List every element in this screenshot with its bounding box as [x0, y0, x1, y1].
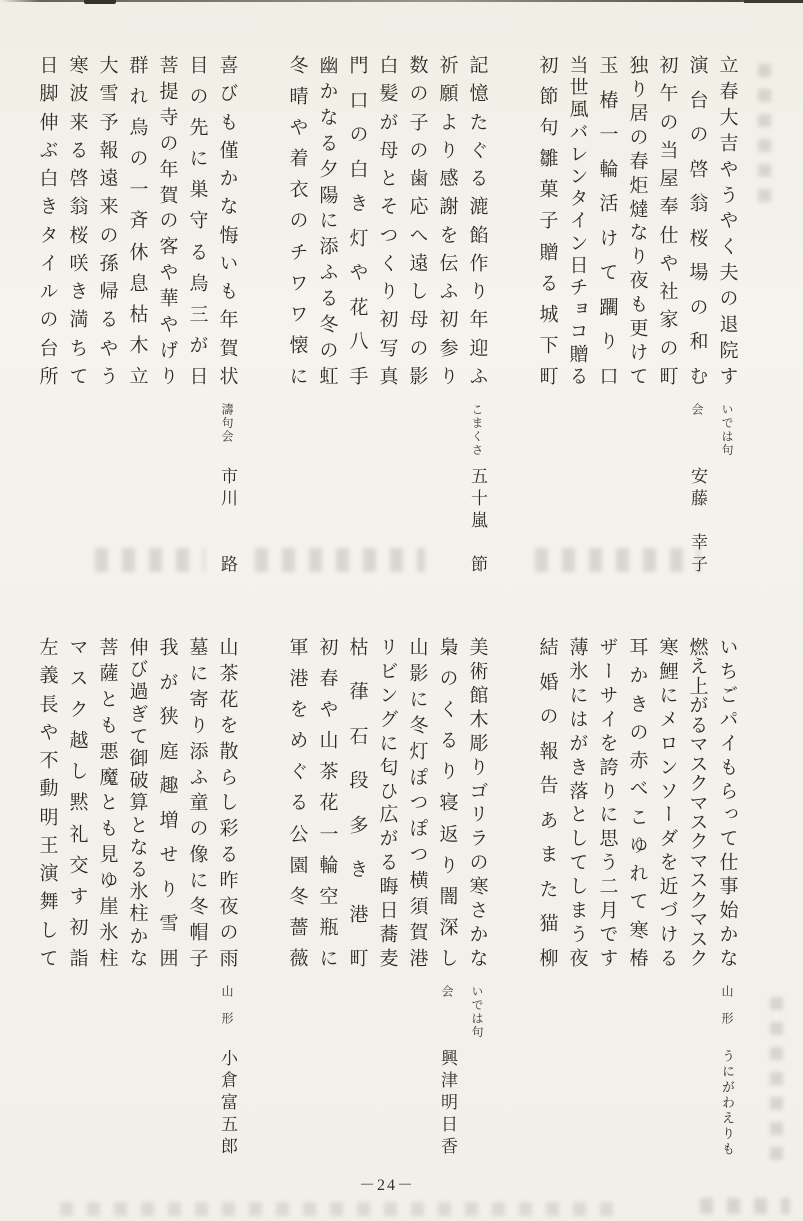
- author-column: [462, 403, 492, 603]
- poem-column: 大 雪 予 報 遠 来 の 孫 帰 る や う: [96, 55, 118, 385]
- author-name: 市川 路: [218, 467, 237, 577]
- poem-column: 軍 港 を め ぐ る 公 園 冬 薔 薇: [286, 637, 308, 967]
- poem-column: マ ス ク 越 し 黙 礼 交 す 初 詣: [66, 637, 88, 967]
- poem-column: 祈 願 よ り 感 謝 を 伝 ふ 初 参 り: [436, 55, 458, 385]
- haiku-group-ichikawa: [32, 55, 242, 603]
- poem-column: 数 の 子 の 歯 応 へ 遠 し 母 の 影: [406, 55, 428, 385]
- haiku-section-top: [32, 55, 742, 603]
- poem-column: 寒 鯉 に メ ロ ン ソ ー ダ を 近 づ け る: [656, 637, 678, 967]
- poem-column: 演 台 の 啓 翁 桜 場 の 和 む: [686, 55, 708, 385]
- poem-columns: [532, 55, 742, 385]
- author-name: うにがわえりも: [720, 1049, 735, 1158]
- poem-column: い ち ご パ イ も ら っ て 仕 事 始 か な: [716, 637, 738, 967]
- society-name: こまくさ: [470, 403, 484, 457]
- poem-column: 燃 え 上 が る マ ス ク マ ス ク マ ス ク マ ス ク: [686, 637, 708, 967]
- poem-column: 枯 葎 石 段 多 き 港 町: [346, 637, 368, 967]
- poem-columns: [282, 55, 492, 385]
- poem-column: 群 れ 烏 の 一 斉 休 息 枯 木 立: [126, 55, 148, 385]
- poem-column: 寒 波 来 る 啓 翁 桜 咲 き 満 ち て: [66, 55, 88, 385]
- author-column: [212, 403, 242, 603]
- society-name: 山 形: [220, 985, 234, 1026]
- poem-column: 冬 晴 や 着 衣 の チ ワ ワ 懐 に: [286, 55, 308, 385]
- society-name: いでは句会: [690, 403, 734, 457]
- poem-column: 美 術 館 木 彫 り ゴ リ ラ の 寒 さ か な: [466, 637, 488, 967]
- page-number: －24－: [358, 1177, 415, 1194]
- author-attribution: [282, 385, 492, 603]
- author-column: [438, 985, 492, 1185]
- bleedthrough-artifact: [770, 995, 783, 1160]
- author-column: [712, 985, 742, 1185]
- poem-column: 薄 氷 に は が き 落 と し て し ま う 夜: [566, 637, 588, 967]
- poem-column: 日 脚 伸 ぶ 白 き タ イ ル の 台 所: [36, 55, 58, 385]
- poem-column: 山 茶 花 を 散 ら し 彩 る 昨 夜 の 雨: [216, 637, 238, 967]
- poem-column: 当 世 風 バ レ ン タ イ ン 日 チ ョ コ 贈 る: [566, 55, 588, 385]
- author-column: [688, 403, 742, 603]
- scan-edge-artifact: [84, 0, 116, 4]
- haiku-group-unigawa: [532, 637, 742, 1185]
- author-name: 小倉富五郎: [218, 1049, 237, 1159]
- poem-column: 我 が 狭 庭 趣 増 せ り 雪 囲: [156, 637, 178, 967]
- haiku-group-igarashi: [282, 55, 492, 603]
- poem-column: 伸 び 過 ぎ て 御 破 算 と な る 氷 柱 か な: [126, 637, 148, 967]
- bleedthrough-artifact: [700, 1198, 790, 1214]
- author-column: [212, 985, 242, 1185]
- society-name: 山 形: [720, 985, 734, 1026]
- author-name: 興津明日香: [438, 1049, 457, 1159]
- poem-column: 目 の 先 に 巣 守 る 烏 三 が 日: [186, 55, 208, 385]
- poem-column: ザ ー サ イ を 誇 り に 思 う 二 月 で す: [596, 637, 618, 967]
- poem-column: 記 憶 た ぐ る 漉 餡 作 り 年 迎 ふ: [466, 55, 488, 385]
- bleedthrough-artifact: [758, 62, 771, 202]
- poem-column: 菩 薩 と も 悪 魔 と も 見 ゆ 崖 氷 柱: [96, 637, 118, 967]
- poem-column: 左 義 長 や 不 動 明 王 演 舞 し て: [36, 637, 58, 967]
- poem-column: 初 節 句 雛 菓 子 贈 る 城 下 町: [536, 55, 558, 385]
- poem-column: リ ビ ン グ に 匂 ひ 広 が る 晦 日 蕎 麦: [376, 637, 398, 967]
- bleedthrough-artifact: [60, 1202, 620, 1216]
- society-name: 濤句会: [220, 403, 234, 444]
- poem-column: 初 春 や 山 茶 花 一 輪 空 瓶 に: [316, 637, 338, 967]
- poem-column: 山 影 に 冬 灯 ぽ つ ぽ つ 横 須 賀 港: [406, 637, 428, 967]
- poem-column: 幽 か な る 夕 陽 に 添 ふ る 冬 の 虹: [316, 55, 338, 385]
- poem-column: 結 婚 の 報 告 あ ま た 猫 柳: [536, 637, 558, 967]
- poem-columns: [282, 637, 492, 967]
- poem-column: 初 午 の 当 屋 奉 仕 や 社 家 の 町: [656, 55, 678, 385]
- poem-column: 立 春 大 吉 や う や く 夫 の 退 院 す: [716, 55, 738, 385]
- author-name: 五十嵐 節: [468, 467, 487, 577]
- poem-column: 独 り 居 の 春 炬 燵 な り 夜 も 更 け て: [626, 55, 648, 385]
- poem-column: 菩 提 寺 の 年 賀 の 客 や 華 や げ り: [156, 55, 178, 385]
- poem-columns: [32, 55, 242, 385]
- author-attribution: [32, 967, 242, 1185]
- poem-column: 門 口 の 白 き 灯 や 花 八 手: [346, 55, 368, 385]
- scan-edge-artifact: [744, 0, 803, 3]
- haiku-group-okitsu: [282, 637, 492, 1185]
- author-attribution: [32, 385, 242, 603]
- scan-edge-artifact: [0, 0, 803, 2]
- poem-column: 墓 に 寄 り 添 ふ 童 の 像 に 冬 帽 子: [186, 637, 208, 967]
- author-name: 安藤 幸子: [688, 467, 707, 577]
- author-attribution: [532, 385, 742, 603]
- poem-columns: [532, 637, 742, 967]
- author-attribution: [282, 967, 492, 1185]
- poem-column: 耳 か き の 赤 べ こ ゆ れ て 寒 椿: [626, 637, 648, 967]
- poem-column: 玉 椿 一 輪 活 け て 躙 り 口: [596, 55, 618, 385]
- society-name: いでは句会: [440, 985, 484, 1039]
- poem-column: 梟 の く る り 寝 返 り 闇 深 し: [436, 637, 458, 967]
- haiku-group-ogura: [32, 637, 242, 1185]
- poem-column: 白 髪 が 母 と そ つ く り 初 写 真: [376, 55, 398, 385]
- author-attribution: [532, 967, 742, 1185]
- haiku-group-ando: [532, 55, 742, 603]
- poem-columns: [32, 637, 242, 967]
- poem-column: 喜 び も 僅 か な 悔 い も 年 賀 状: [216, 55, 238, 385]
- haiku-section-bottom: [32, 637, 742, 1185]
